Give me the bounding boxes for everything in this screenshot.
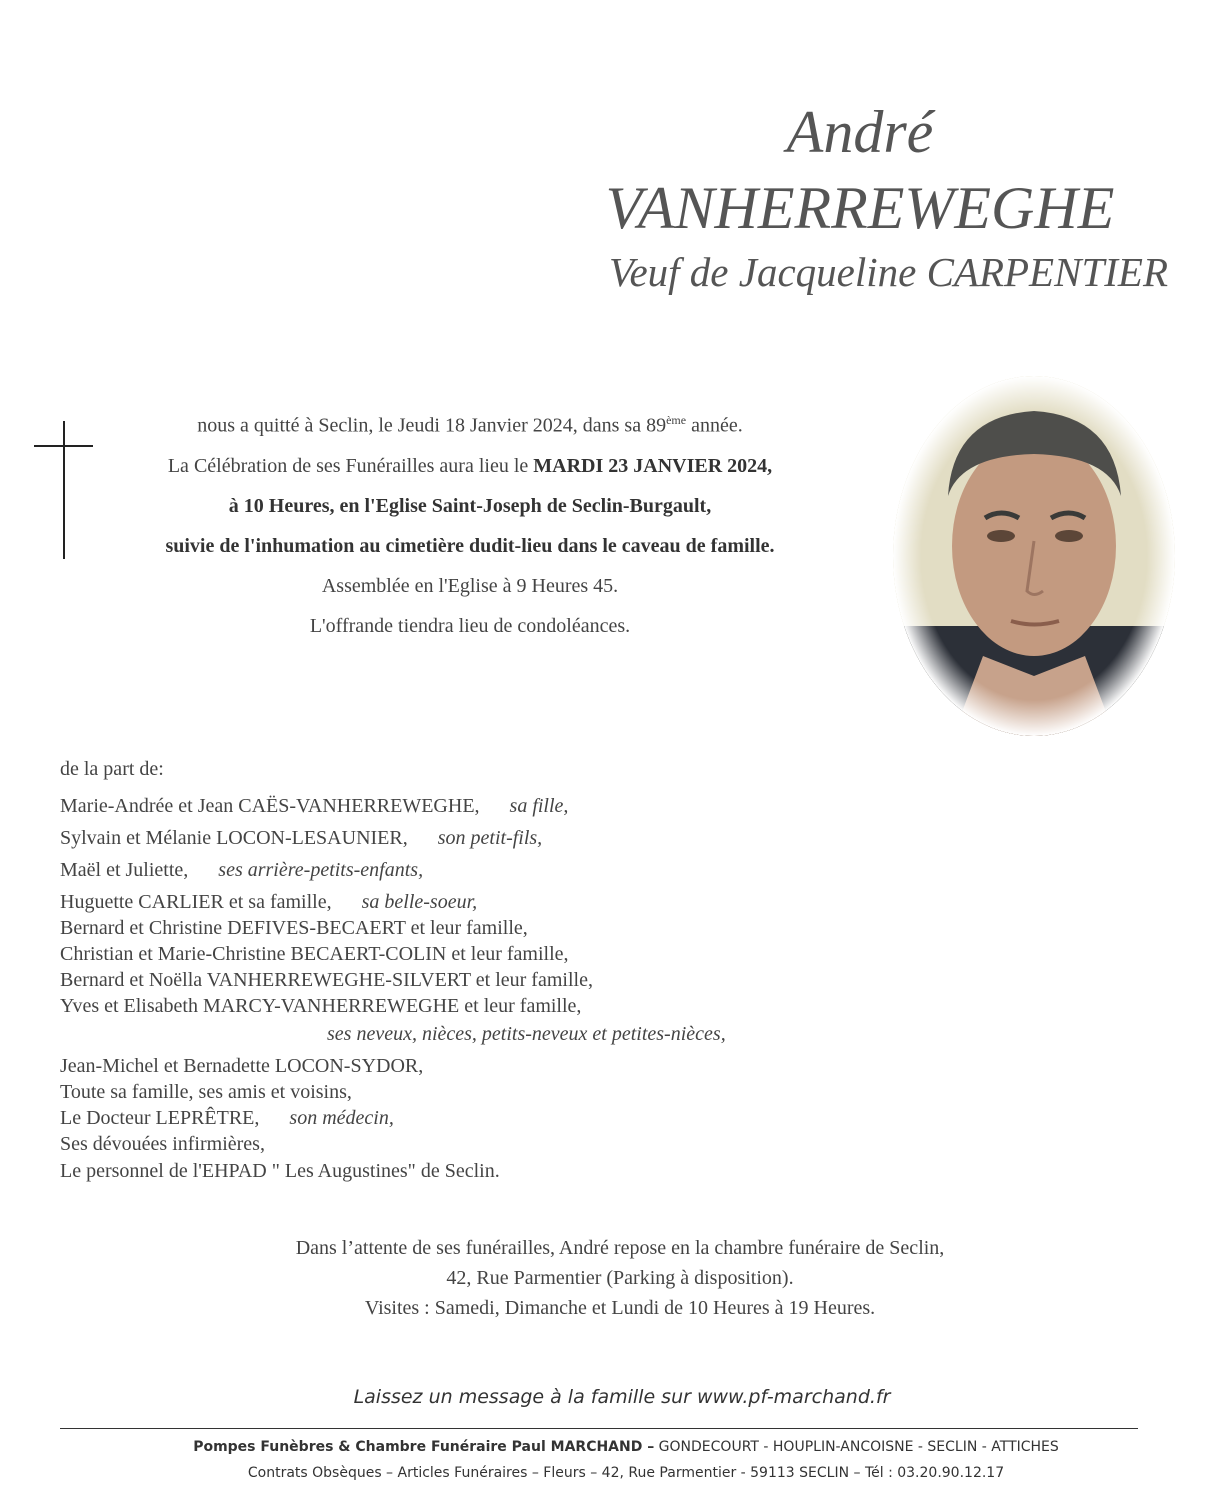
family-row: Christian et Marie-Christine BECAERT-COLIN et leur famille, bbox=[60, 943, 569, 965]
ceremony-place: à 10 Heures, en l'Eglise Saint-Joseph de Seclin-Burgault, bbox=[228, 495, 712, 517]
family-row: Le Docteur LEPRÊTRE, son médecin, bbox=[60, 1107, 394, 1129]
rest-line: Dans l’attente de ses funérailles, André repose en la chambre funéraire de Seclin, bbox=[295, 1237, 945, 1259]
footer-company: Pompes Funèbres & Chambre Funéraire Paul MARCHAND – GONDECOURT - HOUPLIN-ANCOISNE - SECLIN - ATTICHES bbox=[193, 1439, 1059, 1455]
ceremony-line: La Célébration de ses Funérailles aura lieu le MARDI 23 JANVIER 2024, bbox=[167, 455, 773, 477]
family-row: Marie-Andrée et Jean CAËS-VANHERREWEGHE, sa fille, bbox=[60, 795, 569, 817]
message-link: Laissez un message à la famille sur www.pf-marchand.fr bbox=[353, 1386, 891, 1408]
portrait-photo bbox=[893, 376, 1175, 736]
family-row: Le personnel de l'EHPAD " Les Augustines" de Seclin. bbox=[60, 1160, 500, 1182]
offering-line: L'offrande tiendra lieu de condoléances. bbox=[309, 615, 631, 637]
family-row: Ses dévouées infirmières, bbox=[60, 1133, 265, 1155]
visiting-hours: Visites : Samedi, Dimanche et Lundi de 10 Heures à 19 Heures. bbox=[364, 1297, 876, 1319]
assembly-line: Assemblée en l'Eglise à 9 Heures 45. bbox=[321, 575, 619, 597]
widow-of: Veuf de Jacqueline CARPENTIER bbox=[608, 249, 1168, 295]
family-row: Toute sa famille, ses amis et voisins, bbox=[60, 1081, 352, 1103]
family-row: Jean-Michel et Bernadette LOCON-SYDOR, bbox=[60, 1055, 424, 1077]
family-row: Bernard et Christine DEFIVES-BECAERT et leur famille, bbox=[60, 917, 528, 939]
family-row: Bernard et Noëlla VANHERREWEGHE-SILVERT et leur famille, bbox=[60, 969, 593, 991]
family-row: Huguette CARLIER et sa famille, sa belle-soeur, bbox=[60, 891, 478, 913]
family-intro: de la part de: bbox=[60, 758, 164, 780]
rest-address: 42, Rue Parmentier (Parking à disposition). bbox=[446, 1267, 794, 1289]
cross-icon-bar bbox=[34, 445, 93, 447]
footer-divider bbox=[60, 1428, 1138, 1429]
family-row: Maël et Juliette, ses arrière-petits-enfants, bbox=[60, 859, 424, 881]
death-line: nous a quitté à Seclin, le Jeudi 18 Janvier 2024, dans sa 89ème année. bbox=[197, 413, 743, 437]
family-row: Yves et Elisabeth MARCY-VANHERREWEGHE et leur famille, bbox=[60, 995, 582, 1017]
burial-line: suivie de l'inhumation au cimetière dudit-lieu dans le caveau de famille. bbox=[165, 535, 775, 557]
footer-contact: Contrats Obsèques – Articles Funéraires – Fleurs – 42, Rue Parmentier - 59113 SECLIN – Tél : 03.20.90.12.17 bbox=[247, 1465, 1005, 1481]
first-name: André bbox=[786, 99, 934, 165]
last-name: VANHERREWEGHE bbox=[605, 175, 1115, 241]
family-row: Sylvain et Mélanie LOCON-LESAUNIER, son petit-fils, bbox=[60, 827, 543, 849]
family-relation: ses neveux, nièces, petits-neveux et petites-nièces, bbox=[327, 1023, 726, 1045]
